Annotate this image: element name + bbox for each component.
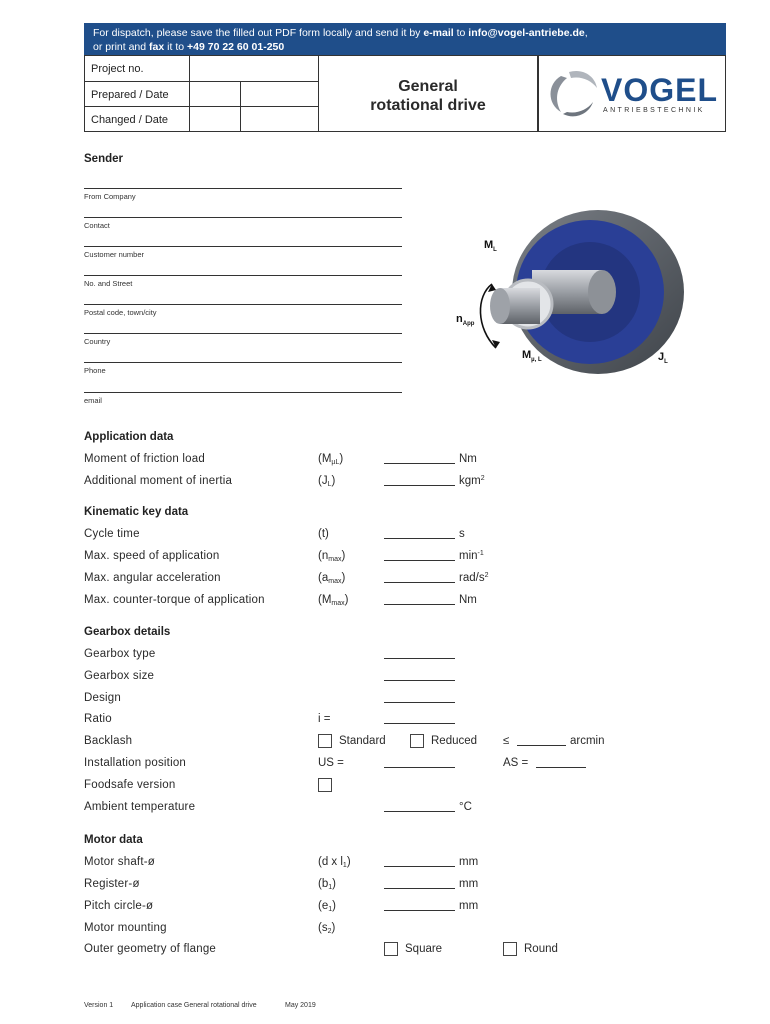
cycle-time-input[interactable] — [384, 538, 455, 539]
motor-mounting-symbol: $(s_2)$ — [318, 922, 336, 935]
kinematic-data-title: Kinematic key data — [84, 506, 189, 518]
postal-code-input[interactable] — [84, 304, 402, 305]
customer-number-input[interactable] — [84, 246, 402, 247]
country-label: Country — [84, 337, 111, 346]
cycle-time-label: Cycle time — [84, 528, 140, 540]
backlash-reduced-checkbox[interactable] — [410, 734, 424, 748]
banner-line-1: For dispatch, please save the filled out PDF form locally and send it by e-mail to info@vogel-antriebe.de, — [93, 27, 588, 39]
phone-label: Phone — [84, 366, 106, 375]
prepared-date-label: Prepared / Date — [91, 89, 169, 101]
pitch-circle-unit: mm — [459, 900, 479, 912]
ambient-temperature-input[interactable] — [384, 811, 455, 812]
ambient-temperature-label: Ambient temperature — [84, 801, 196, 813]
email-label: email — [84, 396, 102, 405]
footer-version: Version 1 — [84, 1002, 114, 1009]
application-data-title: Application data — [84, 431, 174, 443]
customer-number-label: Customer number — [84, 250, 145, 259]
moment-of-inertia-unit: kgm$^2$ — [459, 475, 485, 487]
design-label: Design — [84, 692, 121, 704]
gearbox-type-label: Gearbox type — [84, 648, 156, 660]
max-counter-torque-input[interactable] — [384, 604, 455, 605]
max-speed-input[interactable] — [384, 560, 455, 561]
project-no-label: Project no. — [91, 63, 144, 75]
us-label: US = — [318, 757, 344, 769]
prepared-by-input[interactable] — [189, 81, 241, 107]
gearbox-size-input[interactable] — [384, 680, 455, 681]
motor-shaft-label: Motor shaft-ø — [84, 856, 155, 868]
motor-mounting-label: Motor mounting — [84, 922, 167, 934]
backlash-standard-checkbox[interactable] — [318, 734, 332, 748]
max-acceleration-symbol: $(a_{max})$ — [318, 572, 346, 585]
max-counter-torque-label: Max. counter-torque of application — [84, 594, 265, 606]
gearbox-details-title: Gearbox details — [84, 626, 171, 638]
fax-number: +49 70 22 60 01-250 — [187, 41, 285, 53]
sender-title: Sender — [84, 153, 123, 165]
vogel-logo — [538, 55, 726, 132]
backlash-standard-label: Standard — [339, 735, 386, 747]
footer-date: May 2019 — [285, 1002, 316, 1009]
footer-document: Application case General rotational drive — [131, 1002, 257, 1009]
ratio-input[interactable] — [384, 723, 455, 724]
pitch-circle-input[interactable] — [384, 910, 455, 911]
design-input[interactable] — [384, 702, 455, 703]
motor-shaft-symbol: (d x $l_1$) — [318, 856, 351, 869]
page-footer — [0, 1002, 770, 1014]
project-no-input[interactable] — [189, 55, 319, 82]
changed-date-input[interactable] — [240, 106, 319, 132]
email-method: e-mail — [423, 27, 454, 39]
max-acceleration-unit: rad/$s^2$ — [459, 572, 489, 584]
max-speed-unit: $\min^{-1}$ — [459, 550, 484, 562]
register-unit: mm — [459, 878, 479, 890]
as-label: AS = — [503, 757, 529, 769]
from-company-input[interactable] — [84, 188, 402, 189]
fax-method: fax — [149, 41, 165, 53]
postal-code-label: Postal code, town/city — [84, 308, 157, 317]
moment-of-inertia-label: Additional moment of inertia — [84, 475, 233, 487]
banner-line-2: or print and fax it to +49 70 22 60 01-250 — [93, 41, 285, 53]
backlash-arcmin-input[interactable] — [517, 745, 566, 746]
motor-shaft-unit: mm — [459, 856, 479, 868]
pitch-circle-symbol: $(e_1)$ — [318, 900, 336, 913]
country-input[interactable] — [84, 333, 402, 334]
from-company-label: From Company — [84, 192, 136, 201]
friction-load-unit: Nm — [459, 453, 477, 465]
email-input[interactable] — [84, 392, 402, 393]
backlash-arcmin-unit: arcmin — [570, 735, 605, 747]
flange-square-label: Square — [405, 943, 443, 955]
rotational-drive-illustration — [440, 200, 700, 385]
friction-load-label: Moment of friction load — [84, 453, 205, 465]
max-speed-symbol: $(n_{max})$ — [318, 550, 346, 563]
register-symbol: $(b_1)$ — [318, 878, 336, 891]
max-counter-torque-unit: Nm — [459, 594, 477, 606]
changed-date-label: Changed / Date — [91, 114, 169, 126]
vogel-swoosh-icon — [539, 56, 725, 131]
us-input[interactable] — [384, 767, 455, 768]
prepared-date-input[interactable] — [240, 81, 319, 107]
friction-load-symbol: $(M_{\mu L})$ — [318, 453, 344, 466]
max-acceleration-input[interactable] — [384, 582, 455, 583]
max-acceleration-label: Max. angular acceleration — [84, 572, 221, 584]
backlash-le-symbol: ≤ — [503, 735, 510, 747]
cycle-time-unit: s — [459, 528, 465, 540]
motor-shaft-input[interactable] — [384, 866, 455, 867]
cycle-time-symbol: (t) — [318, 528, 329, 540]
friction-load-input[interactable] — [384, 463, 455, 464]
ratio-label: Ratio — [84, 713, 112, 725]
ambient-temperature-unit: °C — [459, 801, 472, 813]
register-input[interactable] — [384, 888, 455, 889]
gearbox-size-label: Gearbox size — [84, 670, 155, 682]
svg-text:ANTRIEBSTECHNIK: ANTRIEBSTECHNIK — [603, 107, 705, 114]
svg-text:nApp: $n_{App}$ — [456, 313, 475, 327]
gearbox-type-input[interactable] — [384, 658, 455, 659]
moment-of-inertia-symbol: $(J_L)$ — [318, 475, 336, 488]
phone-input[interactable] — [84, 362, 402, 363]
max-speed-label: Max. speed of application — [84, 550, 220, 562]
dispatch-banner — [84, 23, 726, 55]
backlash-label: Backlash — [84, 735, 133, 747]
svg-text:JL: $J_L$ — [658, 351, 668, 365]
register-label: Register-ø — [84, 878, 140, 890]
svg-text:Mµ, L: $M_{\mu, L}$ — [522, 349, 542, 363]
flange-round-checkbox[interactable] — [503, 942, 517, 956]
installation-position-label: Installation position — [84, 757, 187, 769]
foodsafe-checkbox[interactable] — [318, 778, 332, 792]
svg-text:ML: $M_L$ — [484, 239, 497, 253]
form-title: General rotational drive — [318, 55, 538, 132]
pitch-circle-label: Pitch circle-ø — [84, 900, 154, 912]
contact-label: Contact — [84, 221, 110, 230]
flange-round-label: Round — [524, 943, 558, 955]
flange-square-checkbox[interactable] — [384, 942, 398, 956]
backlash-reduced-label: Reduced — [431, 735, 478, 747]
max-counter-torque-symbol: $(M_{max})$ — [318, 594, 349, 607]
foodsafe-label: Foodsafe version — [84, 779, 176, 791]
moment-of-inertia-input[interactable] — [384, 485, 455, 486]
ratio-symbol: i = — [318, 713, 331, 725]
street-input[interactable] — [84, 275, 402, 276]
motor-data-title: Motor data — [84, 834, 143, 846]
street-label: No. and Street — [84, 279, 133, 288]
as-input[interactable] — [536, 767, 586, 768]
contact-input[interactable] — [84, 217, 402, 218]
flange-geometry-label: Outer geometry of flange — [84, 943, 217, 955]
email-address-link[interactable]: info@vogel-antriebe.de — [468, 27, 585, 39]
svg-text:VOGEL: VOGEL — [601, 72, 719, 108]
changed-by-input[interactable] — [189, 106, 241, 132]
